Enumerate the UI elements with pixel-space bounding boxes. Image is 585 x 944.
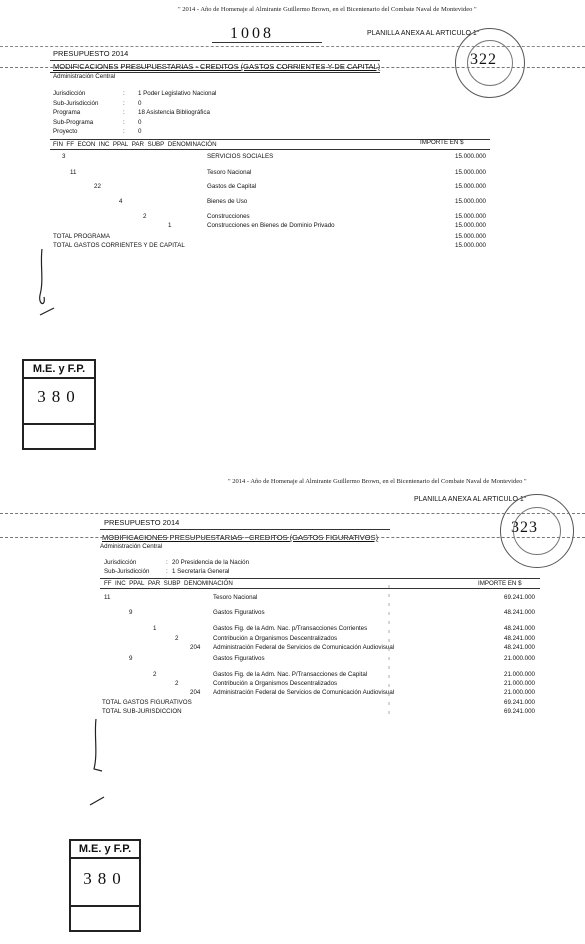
table-row-amount: 21.000.000 (504, 655, 535, 662)
table-row-name: SERVICIOS SOCIALES (207, 153, 274, 160)
col-econ: ECON (77, 141, 96, 148)
table-row-name: Tesoro Nacional (213, 594, 258, 601)
total-amount: 15.000.000 (455, 242, 486, 249)
table-row-code: 1 (168, 222, 172, 229)
table-row-code: 4 (119, 198, 123, 205)
top-official-seal (455, 28, 525, 98)
bottom-rule-1 (100, 529, 390, 530)
handwritten-mark (38, 305, 58, 317)
top-seal-number: 322 (470, 51, 497, 68)
table-row-amount: 15.000.000 (455, 213, 486, 220)
handwritten-mark (88, 793, 108, 807)
table-row-name: Gastos Figurativos (213, 609, 265, 616)
table-row-code: 204 (190, 644, 201, 651)
col-par: PAR (131, 141, 144, 148)
col-fin: FIN (53, 141, 63, 148)
bottom-fields-colons: : : (166, 559, 168, 575)
table-row-amount: 15.000.000 (455, 198, 486, 205)
table-row-name: Construcciones (207, 213, 250, 220)
table-row-amount: 48.241.000 (504, 644, 535, 651)
table-row-name: Tesoro Nacional (207, 169, 252, 176)
field-label: Proyecto (53, 128, 78, 135)
table-row-amount: 15.000.000 (455, 153, 486, 160)
stamp-divider (24, 423, 94, 425)
top-rule-2 (50, 72, 380, 73)
field-value: 18 Asistencia Bibliográfica (138, 109, 210, 116)
field-value: 0 (138, 118, 142, 126)
total-label: TOTAL PROGRAMA (53, 233, 110, 240)
total-label: TOTAL SUB-JURISDICCION (102, 708, 182, 715)
table-row-amount: 15.000.000 (455, 183, 486, 190)
table-row-amount: 48.241.000 (504, 635, 535, 642)
table-row-name: Bienes de Uso (207, 198, 248, 205)
table-row-name: Contribución a Organismos Descentralizados (213, 680, 338, 687)
table-row-amount: 21.000.000 (504, 689, 535, 696)
bottom-fields-labels (104, 558, 149, 576)
table-row-code: 3 (62, 153, 66, 160)
bottom-budget-label (104, 518, 179, 527)
table-row-code: 204 (190, 689, 201, 696)
field-label: Jurisdicción (104, 559, 137, 566)
col-ppal: PPAL (129, 580, 145, 587)
table-row-amount: 48.241.000 (504, 625, 535, 632)
bottom-table-rule-top (100, 578, 540, 579)
col-subp: SUBP (163, 580, 181, 587)
stamp-title: M.E. y F.P. (71, 843, 139, 859)
bottom-dash-line-2 (0, 537, 585, 538)
col-denominacion: DENOMINACIÓN (183, 580, 233, 587)
col-inc: INC (98, 141, 110, 148)
top-motto: " 2014 - Año de Homenaje al Almirante Guillermo Brown, en el Bicentenario del Combate Naval de Montevideo " (178, 6, 477, 13)
top-budget-label (53, 49, 128, 58)
bottom-col-headers (104, 580, 233, 587)
bottom-official-seal (500, 494, 574, 568)
field-label: Sub-Jurisdicción (104, 568, 150, 575)
table-row-amount: 69.241.000 (504, 594, 535, 601)
margin-pencil-mark (385, 585, 393, 715)
top-rule-1 (50, 60, 380, 61)
top-fields-colons: : : : : : (123, 90, 125, 135)
field-label: Programa (53, 109, 81, 116)
bottom-dash-line-1 (0, 513, 585, 514)
bottom-fields-values (172, 558, 249, 576)
col-subp: SUBP (147, 141, 165, 148)
top-table-rule-bottom (50, 149, 490, 150)
top-subtitle: MODIFICACIONES PRESUPUESTARIAS - CREDITOS (GASTOS CORRIENTES Y DE CAPITAL) (53, 62, 381, 71)
bottom-col-importe: IMPORTE EN $ (478, 580, 522, 587)
table-row-name: Contribución a Organismos Descentralizados (213, 635, 338, 642)
budget-word: PRESUPUESTO (104, 518, 161, 527)
stamp-divider (71, 905, 139, 907)
table-row-name: Gastos Fig. de la Adm. Nac. P/Transacciones de Capital (213, 671, 368, 678)
top-col-importe: IMPORTE EN $ (420, 139, 464, 146)
total-label: TOTAL GASTOS FIGURATIVOS (102, 699, 192, 706)
field-value: 1 Poder Legislativo Nacional (138, 90, 217, 97)
table-row-name: Gastos Fig. de la Adm. Nac. p/Transacciones Corrientes (213, 625, 368, 632)
col-inc: INC (115, 580, 126, 587)
folio-underline (212, 42, 322, 43)
field-value: 1 Secretaría General (172, 568, 230, 575)
table-row-amount: 21.000.000 (504, 671, 535, 678)
col-denominacion: DENOMINACIÓN (167, 141, 217, 148)
top-folio-number: 1008 (230, 25, 274, 42)
stamp-number: 380 (37, 387, 81, 406)
table-row-amount: 15.000.000 (455, 169, 486, 176)
top-fields-values (138, 89, 216, 137)
top-dash-line-1 (0, 46, 585, 47)
field-label: Sub-Jurisdicción (53, 99, 99, 107)
table-row-name: Gastos de Capital (207, 183, 257, 190)
total-amount: 69.241.000 (504, 708, 535, 715)
col-ff: FF (104, 580, 112, 587)
stamp-title: M.E. y F.P. (24, 363, 94, 379)
bottom-ministry-stamp (69, 839, 141, 932)
field-label: Jurisdicción (53, 90, 86, 97)
total-label: TOTAL GASTOS CORRIENTES Y DE CAPITAL (53, 242, 185, 249)
table-row-code: 9 (129, 655, 133, 662)
bottom-motto: " 2014 - Año de Homenaje al Almirante Guillermo Brown, en el Bicentenario del Combate Naval de Montevideo " (228, 478, 527, 485)
table-row-code: 22 (94, 183, 101, 190)
table-row-amount: 21.000.000 (504, 680, 535, 687)
table-row-amount: 48.241.000 (504, 609, 535, 616)
table-row-code: 2 (175, 680, 179, 687)
col-par: PAR (147, 580, 161, 587)
total-amount: 15.000.000 (455, 233, 486, 240)
col-ff: FF (66, 141, 74, 148)
field-value: 0 (138, 99, 142, 107)
handwritten-signature (82, 715, 112, 785)
bottom-admin-label: Administración Central (100, 543, 163, 550)
top-admin-label: Administración Central (53, 73, 116, 80)
top-fields-labels (53, 89, 98, 137)
top-ministry-stamp (22, 359, 96, 450)
field-label: Sub-Programa (53, 118, 94, 126)
table-row-name: Administración Federal de Servicios de Comunicación Audiovisual (213, 644, 395, 651)
total-amount: 69.241.000 (504, 699, 535, 706)
budget-year: 2014 (111, 49, 129, 58)
col-ppal: PPAL (112, 141, 129, 148)
table-row-amount: 15.000.000 (455, 222, 486, 229)
table-row-code: 11 (104, 594, 111, 601)
table-row-code: 1 (153, 625, 157, 632)
stamp-number: 380 (83, 869, 127, 888)
bottom-annex-title: PLANILLA ANEXA AL ARTICULO 1° (414, 496, 527, 503)
budget-year: 2014 (162, 518, 180, 527)
table-row-code: 2 (153, 671, 157, 678)
bottom-seal-number: 323 (511, 519, 538, 536)
bottom-subtitle: MODIFICACIONES PRESUPUESTARIAS - CREDITOS (GASTOS FIGURATIVOS) (102, 533, 379, 542)
field-value: 20 Presidencia de la Nación (172, 559, 250, 566)
bottom-table-rule-bottom (100, 588, 540, 589)
table-row-name: Gastos Figurativos (213, 655, 265, 662)
table-row-name: Administración Federal de Servicios de Comunicación Audiovisual (213, 689, 395, 696)
table-row-name: Construcciones en Bienes de Dominio Privado (207, 222, 335, 229)
top-col-headers (53, 141, 217, 148)
table-row-code: 2 (143, 213, 147, 220)
table-row-code: 9 (129, 609, 133, 616)
budget-word: PRESUPUESTO (53, 49, 110, 58)
field-value: 0 (138, 128, 142, 135)
top-annex-title: PLANILLA ANEXA AL ARTICULO 1° (367, 30, 480, 37)
table-row-code: 2 (175, 635, 179, 642)
table-row-code: 11 (70, 169, 77, 176)
